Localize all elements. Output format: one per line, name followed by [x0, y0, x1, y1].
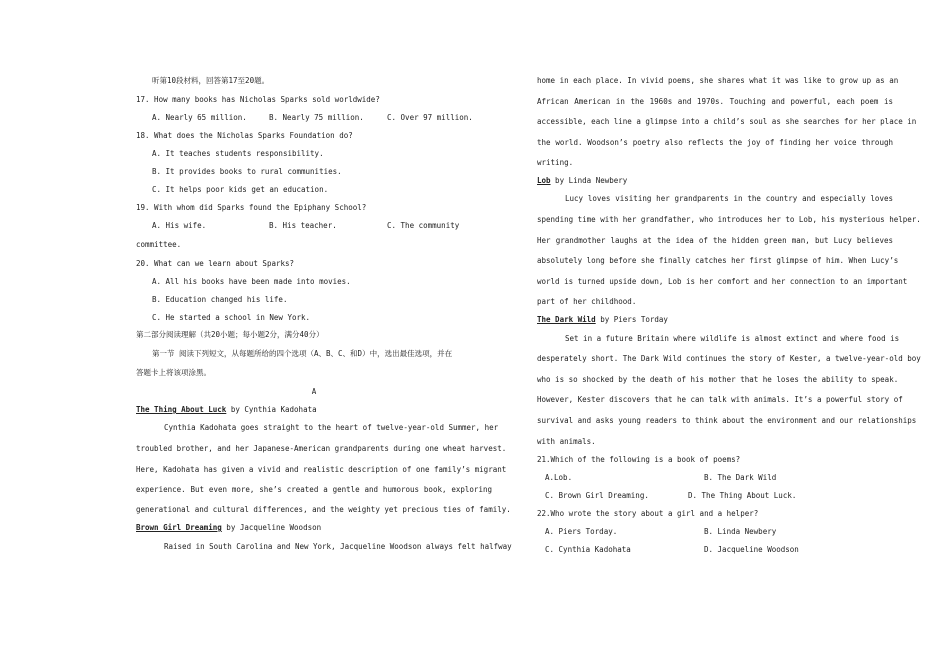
q18-option-a: A. It teaches students responsibility. — [152, 149, 324, 158]
q22-option-b: B. Linda Newbery — [704, 527, 777, 536]
q18-option-b: B. It provides books to rural communities. — [152, 167, 342, 176]
brown-girl-line-4: accessible, each line a glimpse into a child’s soul as she searches for her place in — [537, 117, 917, 126]
question-21: 21.Which of the following is a book of poems? — [537, 455, 741, 464]
q21-option-b: B. The Dark Wild — [704, 473, 777, 482]
book-title-brown-girl: Brown Girl Dreaming — [136, 523, 222, 532]
book-heading-luck — [136, 405, 317, 415]
book-author-brown-girl: by Jacqueline Woodson — [221, 523, 322, 532]
lob-line-2: spending time with her grandfather, who introduces her to Lob, his mysterious helper. — [537, 215, 921, 224]
listening-intro: 听第10段材料，回答第17至20题。 — [152, 76, 270, 85]
dark-wild-line-4: However, Kester discovers that he can talk with animals. It’s a powerful story of — [537, 395, 903, 404]
q17-option-a: A. Nearly 65 million. — [152, 113, 247, 122]
question-20: 20. What can we learn about Sparks? — [136, 259, 295, 268]
luck-line-3: Here, Kadohata has given a vivid and realistic description of one family’s migrant — [136, 465, 507, 474]
q19-option-c-cont: committee. — [136, 240, 182, 249]
question-22: 22.Who wrote the story about a girl and a helper? — [537, 509, 759, 518]
section-one-instruction: 第一节 阅读下列短文，从每题所给的四个选项（A、B、C、和D）中，选出最佳选项，并在 — [152, 349, 453, 358]
q21-option-d: D. The Thing About Luck. — [688, 491, 797, 500]
lob-line-5: world is turned upside down, Lob is her comfort and her connection to an important — [537, 277, 908, 286]
book-author-dark-wild: by Piers Torday — [595, 315, 668, 324]
q20-option-c: C. He started a school in New York. — [152, 313, 311, 322]
part-two-heading: 第二部分阅读理解（共20小题；每小题2分，满分40分） — [136, 330, 324, 339]
q19-option-a: A. His wife. — [152, 221, 207, 230]
q22-option-a: A. Piers Torday. — [545, 527, 618, 536]
q19-option-b: B. His teacher. — [269, 221, 337, 230]
q22-option-c: C. Cynthia Kadohata — [545, 545, 631, 554]
brown-girl-line-6: writing. — [537, 158, 574, 167]
q17-option-b: B. Nearly 75 million. — [269, 113, 364, 122]
section-one-instruction-cont: 答题卡上将该项涂黑。 — [136, 368, 211, 377]
dark-wild-line-5: survival and asks young readers to think about the environment and our relationships — [537, 416, 917, 425]
book-heading-lob — [537, 176, 627, 186]
q20-option-b: B. Education changed his life. — [152, 295, 288, 304]
lob-line-4: absolutely long before she finally catches her first glimpse of him. When Lucy’s — [537, 256, 899, 265]
q21-option-a: A.Lob. — [545, 473, 573, 482]
luck-line-2: troubled brother, and her Japanese-American grandparents during one wheat harvest. — [136, 444, 507, 453]
brown-girl-line-1: Raised in South Carolina and New York, Jacqueline Woodson always felt halfway — [164, 542, 512, 551]
dark-wild-line-3: who is so shocked by the death of his mother that he loses the ability to speak. — [537, 375, 899, 384]
q20-option-a: A. All his books have been made into movies. — [152, 277, 351, 286]
lob-line-6: part of her childhood. — [537, 297, 637, 306]
question-19: 19. With whom did Sparks found the Epiphany School? — [136, 203, 367, 212]
brown-girl-line-5: the world. Woodson’s poetry also reflects the joy of finding her voice through — [537, 138, 893, 147]
lob-line-1: Lucy loves visiting her grandparents in the country and especially loves — [565, 194, 893, 203]
book-title-luck: The Thing About Luck — [136, 405, 227, 414]
book-heading-dark-wild — [537, 315, 668, 325]
q19-option-c: C. The community — [387, 221, 460, 230]
book-author-luck: by Cynthia Kadohata — [226, 405, 317, 414]
book-title-lob: Lob — [537, 176, 551, 185]
q18-option-c: C. It helps poor kids get an education. — [152, 185, 329, 194]
book-title-dark-wild: The Dark Wild — [537, 315, 596, 324]
dark-wild-line-2: desperately short. The Dark Wild continues the story of Kester, a twelve-year-old boy — [537, 354, 921, 363]
brown-girl-line-3: African American in the 1960s and 1970s. Touching and powerful, each poem is — [537, 97, 893, 106]
luck-line-1: Cynthia Kadohata goes straight to the heart of twelve-year-old Summer, her — [164, 423, 499, 432]
dark-wild-line-1: Set in a future Britain where wildlife is almost extinct and where food is — [565, 334, 900, 343]
brown-girl-line-2: home in each place. In vivid poems, she shares what it was like to grow up as an — [537, 76, 899, 85]
q22-option-d: D. Jacqueline Woodson — [704, 545, 799, 554]
question-18: 18. What does the Nicholas Sparks Foundation do? — [136, 131, 353, 140]
book-author-lob: by Linda Newbery — [550, 176, 628, 185]
passage-label: A — [311, 387, 317, 396]
q17-option-c: C. Over 97 million. — [387, 113, 473, 122]
dark-wild-line-6: with animals. — [537, 437, 596, 446]
lob-line-3: Her grandmother laughs at the idea of the hidden green man, but Lucy believes — [537, 236, 893, 245]
luck-line-5: generational and cultural differences, and the weighty yet precious ties of family. — [136, 505, 511, 514]
book-heading-brown-girl — [136, 523, 321, 533]
question-17: 17. How many books has Nicholas Sparks sold worldwide? — [136, 95, 380, 104]
q21-option-c: C. Brown Girl Dreaming. — [545, 491, 649, 500]
luck-line-4: experience. But even more, she’s created a gentle and humorous book, exploring — [136, 485, 492, 494]
